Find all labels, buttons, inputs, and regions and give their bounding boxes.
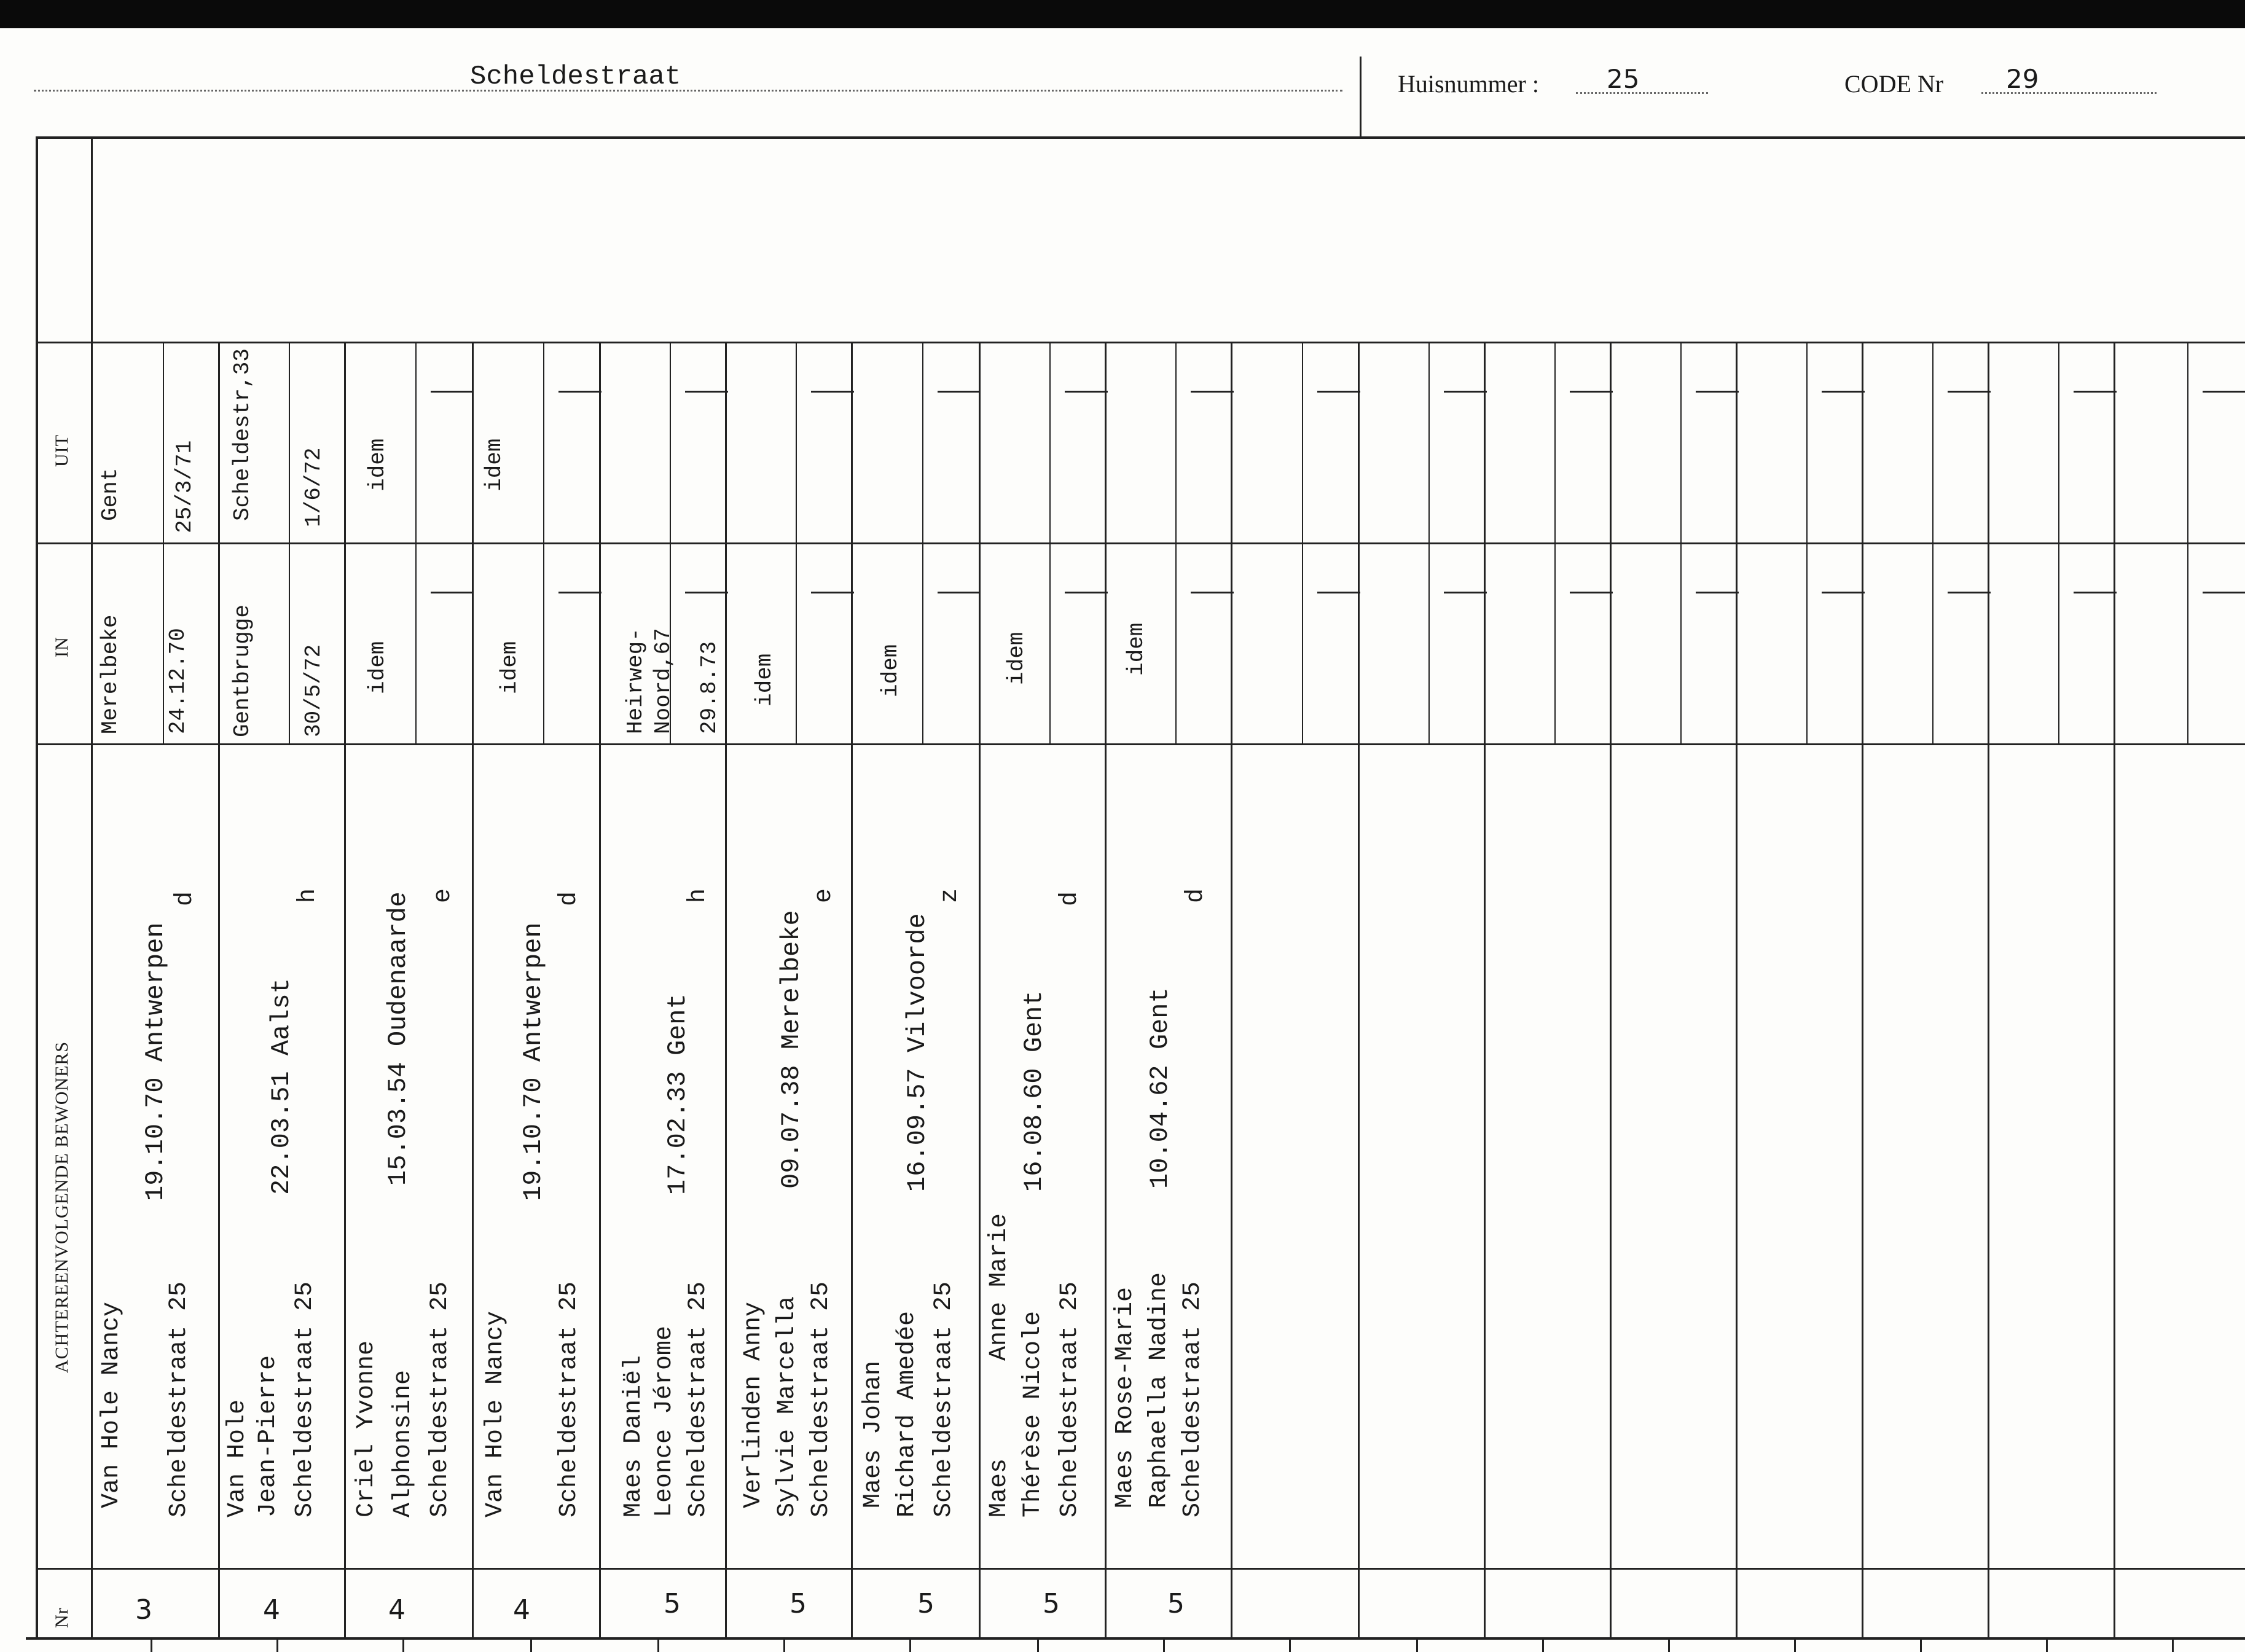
in-subdivider: [543, 544, 544, 743]
column-divider: [472, 342, 474, 1637]
resident-number: 5: [789, 1588, 807, 1619]
resident-surname: Maes Rose-Marie: [1111, 1286, 1139, 1508]
in-subdivider: [1680, 544, 1682, 743]
in-subdivider: [1175, 544, 1177, 743]
in-date: 24.12.70: [165, 628, 190, 734]
in-subdivider: [796, 544, 797, 743]
uit-date: 25/3/71: [172, 440, 197, 533]
empty-entry-dash: [1444, 592, 1487, 593]
bottom-tick: [909, 1637, 911, 1652]
huisnummer-label: Huisnummer :: [1398, 70, 1539, 98]
empty-entry-dash: [1065, 592, 1108, 593]
resident-birth: 19.10.70 Antwerpen: [141, 922, 170, 1201]
bottom-tick: [151, 1637, 152, 1652]
in-subdivider: [415, 544, 417, 743]
bottom-tick: [1416, 1637, 1418, 1652]
column-divider: [218, 342, 220, 1637]
resident-status: e: [810, 888, 838, 903]
nr-column-label: Nr: [52, 1607, 72, 1628]
resident-birth: 22.03.51 Aalst: [267, 978, 296, 1195]
resident-status: d: [171, 891, 199, 906]
resident-birth: 16.09.57 Vilvoorde: [903, 913, 932, 1192]
in-bewoners-divider: [36, 743, 2245, 745]
uit-subdivider: [1428, 342, 1430, 542]
empty-entry-dash: [1948, 391, 1991, 393]
resident-number: 5: [1167, 1588, 1185, 1619]
empty-entry-dash: [2074, 592, 2117, 593]
in-place: Heirweg-: [623, 628, 648, 734]
resident-address: Scheldestraat 25: [165, 1281, 193, 1517]
resident-surname: Maes Johan: [860, 1360, 887, 1508]
in-subdivider: [1428, 544, 1430, 743]
uit-subdivider: [1554, 342, 1556, 542]
empty-entry-dash: [2203, 592, 2245, 593]
in-place: Merelbeke: [98, 614, 123, 734]
resident-number: 4: [263, 1594, 280, 1626]
resident-given-name: Thérèse Nicole: [1019, 1310, 1047, 1517]
bottom-tick: [1163, 1637, 1165, 1652]
in-date: 29.8.73: [697, 641, 722, 734]
resident-status: d: [1056, 891, 1084, 906]
resident-surname-extra: Anne Marie: [985, 1213, 1013, 1361]
empty-entry-dash: [1696, 592, 1739, 593]
column-divider: [725, 342, 727, 1637]
resident-number: 5: [664, 1588, 681, 1619]
resident-address: Scheldestraat 25: [684, 1281, 712, 1517]
resident-birth: 17.02.33 Gent: [663, 993, 692, 1195]
bottom-tick: [1920, 1637, 1922, 1652]
uit-subdivider: [2058, 342, 2059, 542]
code-value: 29: [2006, 64, 2039, 94]
in-subdivider: [289, 544, 290, 743]
empty-entry-dash: [1065, 391, 1108, 393]
bottom-tick: [530, 1637, 532, 1652]
resident-address: Scheldestraat 25: [426, 1281, 454, 1517]
table-top-border: [36, 136, 2245, 139]
in-subdivider: [1554, 544, 1556, 743]
resident-given-name: Alphonsine: [390, 1369, 417, 1517]
resident-address: Scheldestraat 25: [555, 1281, 583, 1517]
in-subdivider: [2058, 544, 2059, 743]
bottom-tick: [1794, 1637, 1796, 1652]
empty-entry-dash: [2074, 391, 2117, 393]
in-subdivider: [2187, 544, 2188, 743]
empty-entry-dash: [431, 391, 474, 393]
resident-birth: 19.10.70 Antwerpen: [519, 922, 548, 1201]
empty-entry-dash: [558, 592, 601, 593]
column-divider: [1105, 342, 1107, 1637]
resident-number: 3: [135, 1594, 152, 1626]
column-divider: [979, 342, 981, 1637]
empty-entry-dash: [811, 592, 854, 593]
column-divider: [851, 342, 853, 1637]
uit-subdivider: [922, 342, 923, 542]
column-divider: [1736, 342, 1738, 1637]
in-place: idem: [752, 653, 777, 707]
column-divider: [1988, 342, 1989, 1637]
resident-number: 5: [1043, 1588, 1060, 1619]
resident-surname: Maes Daniël: [620, 1355, 648, 1517]
resident-given-name: Raphaella Nadine: [1145, 1272, 1173, 1508]
empty-entry-dash: [1191, 592, 1234, 593]
uit-column-label: UIT: [52, 434, 72, 467]
empty-entry-dash: [1444, 391, 1487, 393]
uit-subdivider: [1806, 342, 1808, 542]
uit-date: 1/6/72: [301, 447, 326, 527]
column-divider: [2114, 342, 2115, 1637]
code-label: CODE Nr: [1844, 70, 1944, 98]
in-subdivider: [922, 544, 923, 743]
empty-entry-dash: [685, 592, 728, 593]
bewoners-column-label: ACHTEREENVOLGENDE BEWONERS: [52, 1041, 72, 1373]
column-divider: [1610, 342, 1612, 1637]
in-place: idem: [1124, 622, 1149, 676]
resident-number: 4: [513, 1594, 530, 1626]
table-left-border: [36, 136, 38, 1638]
resident-address: Scheldestraat 25: [807, 1281, 835, 1517]
empty-entry-dash: [431, 592, 474, 593]
resident-status: d: [1182, 888, 1210, 903]
uit-subdivider: [543, 342, 544, 542]
in-place: idem: [1004, 632, 1029, 685]
resident-birth: 15.03.54 Oudenaarde: [383, 891, 413, 1186]
bottom-tick: [657, 1637, 659, 1652]
empty-entry-dash: [558, 391, 601, 393]
resident-surname: Criel Yvonne: [353, 1340, 380, 1517]
in-subdivider: [1302, 544, 1303, 743]
empty-entry-dash: [1191, 391, 1234, 393]
uit-place: idem: [365, 438, 390, 491]
huisnummer-dotted-line: [1576, 92, 1708, 94]
column-divider: [344, 342, 346, 1637]
resident-address: Scheldestraat 25: [1179, 1281, 1207, 1517]
in-place: idem: [497, 641, 522, 694]
empty-entry-dash: [1948, 592, 1991, 593]
resident-surname: Van Hole Nancy: [482, 1310, 509, 1517]
huisnummer-value: 25: [1607, 64, 1640, 94]
empty-entry-dash: [1570, 592, 1613, 593]
uit-subdivider: [1175, 342, 1177, 542]
resident-birth: 16.08.60 Gent: [1019, 990, 1049, 1192]
empty-entry-dash: [1822, 391, 1865, 393]
uit-subdivider: [163, 342, 164, 542]
in-place: idem: [365, 641, 390, 694]
resident-address: Scheldestraat 25: [1056, 1281, 1084, 1517]
street-dotted-line: [34, 90, 1342, 92]
bottom-tick: [402, 1637, 404, 1652]
resident-surname: Van Hole: [224, 1399, 251, 1517]
resident-status: h: [294, 888, 322, 903]
empty-entry-dash: [1696, 391, 1739, 393]
uit-subdivider: [415, 342, 417, 542]
in-place: idem: [878, 644, 903, 697]
uit-subdivider: [1680, 342, 1682, 542]
empty-entry-dash: [938, 391, 981, 393]
resident-birth: 10.04.62 Gent: [1145, 987, 1175, 1189]
resident-surname: Maes: [985, 1458, 1013, 1517]
table-bottom-border: [26, 1637, 2245, 1640]
bottom-tick: [1542, 1637, 1544, 1652]
resident-number: 5: [917, 1588, 934, 1619]
empty-entry-dash: [1822, 592, 1865, 593]
resident-status: e: [429, 888, 457, 903]
bottom-tick: [1037, 1637, 1039, 1652]
in-subdivider: [1806, 544, 1808, 743]
empty-entry-dash: [1317, 592, 1360, 593]
empty-entry-dash: [1570, 391, 1613, 393]
uit-top-line: [36, 342, 2245, 343]
resident-given-name: Richard Amedée: [893, 1310, 921, 1517]
uit-subdivider: [289, 342, 290, 542]
in-uit-divider: [36, 542, 2245, 544]
in-date: 30/5/72: [301, 644, 326, 737]
header-divider: [1360, 57, 1361, 138]
bottom-tick: [783, 1637, 785, 1652]
uit-place: Gent: [98, 468, 123, 521]
resident-address: Scheldestraat 25: [291, 1281, 319, 1517]
empty-entry-dash: [938, 592, 981, 593]
resident-number: 4: [388, 1594, 406, 1626]
in-subdivider: [163, 544, 164, 743]
uit-place: Scheldestr,33: [230, 348, 255, 521]
in-place-continued: Noord,67: [651, 628, 676, 734]
resident-status: d: [555, 891, 583, 906]
empty-entry-dash: [811, 391, 854, 393]
column-divider: [1484, 342, 1486, 1637]
column-divider: [1358, 342, 1360, 1637]
in-subdivider: [1049, 544, 1051, 743]
bottom-tick: [2046, 1637, 2048, 1652]
bottom-tick: [2172, 1637, 2174, 1652]
resident-given-name: Sylvie Marcella: [774, 1296, 801, 1517]
resident-surname: Van Hole Nancy: [98, 1301, 125, 1508]
resident-given-name: Leonce Jérome: [651, 1325, 678, 1517]
resident-birth: 09.07.38 Merelbeke: [777, 910, 806, 1189]
uit-subdivider: [2187, 342, 2188, 542]
street-name: Scheldestraat: [470, 61, 681, 92]
resident-given-name: Jean-Pierre: [254, 1355, 282, 1517]
resident-status: h: [684, 888, 712, 903]
column-divider: [1862, 342, 1863, 1637]
label-column-divider: [91, 136, 93, 1637]
uit-subdivider: [796, 342, 797, 542]
scan-top-edge: [0, 0, 2245, 28]
empty-entry-dash: [685, 391, 728, 393]
in-column-label: IN: [52, 636, 72, 657]
uit-subdivider: [1932, 342, 1934, 542]
in-place: Gentbrugge: [230, 604, 255, 737]
uit-subdivider: [1302, 342, 1303, 542]
empty-entry-dash: [1317, 391, 1360, 393]
resident-status: z: [936, 888, 964, 903]
uit-subdivider: [1049, 342, 1051, 542]
column-divider: [1231, 342, 1232, 1637]
empty-entry-dash: [2203, 391, 2245, 393]
column-divider: [599, 342, 601, 1637]
bewoners-nr-divider: [36, 1568, 2245, 1570]
uit-subdivider: [670, 342, 671, 542]
in-subdivider: [1932, 544, 1934, 743]
resident-surname: Verlinden Anny: [740, 1301, 767, 1508]
uit-place: idem: [482, 438, 507, 491]
bottom-tick: [276, 1637, 278, 1652]
bottom-tick: [1289, 1637, 1291, 1652]
resident-address: Scheldestraat 25: [930, 1281, 958, 1517]
bottom-tick: [1668, 1637, 1670, 1652]
